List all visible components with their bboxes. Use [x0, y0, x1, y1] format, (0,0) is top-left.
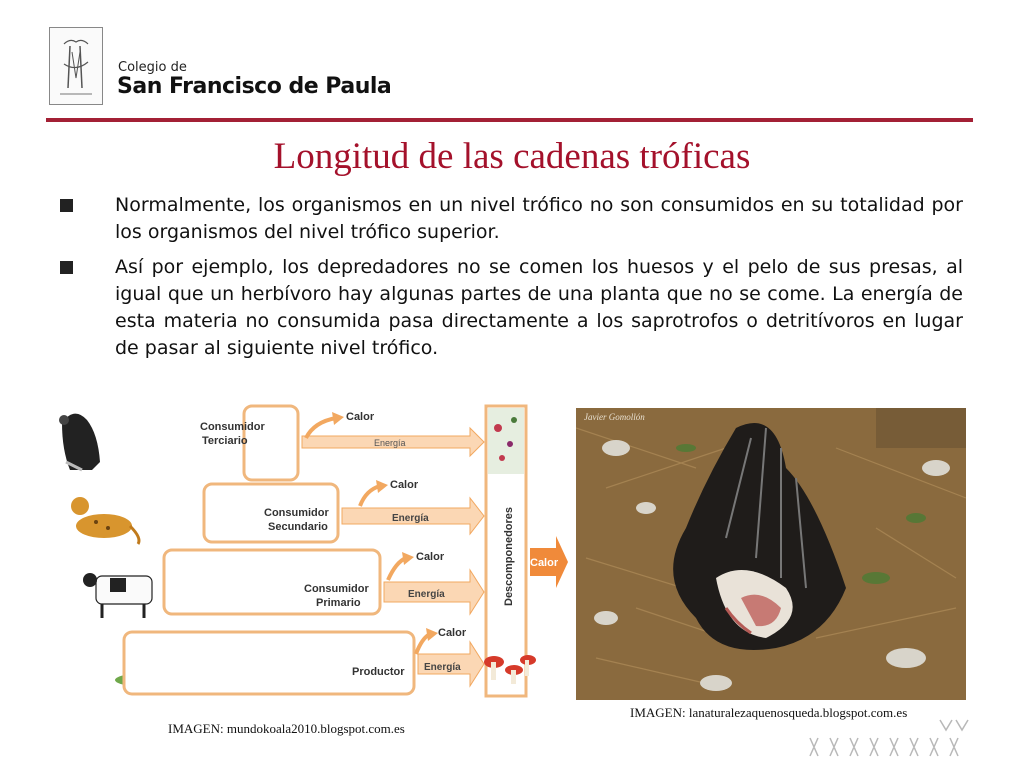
- level-box-tertiary: [244, 406, 298, 480]
- cow-icon: [83, 573, 152, 618]
- heat-arrow-icon: [306, 411, 375, 438]
- decomposers-image-icon: [488, 408, 524, 474]
- level-label: Consumidor: [200, 421, 265, 433]
- svg-text:Calor: Calor: [346, 411, 375, 423]
- level-label: Secundario: [268, 521, 328, 533]
- bullet-item: [60, 254, 963, 362]
- heat-arrow-icon: [388, 551, 445, 580]
- svg-text:Energía: Energía: [392, 513, 429, 524]
- svg-text:Calor: Calor: [530, 557, 559, 569]
- level-label: Terciario: [202, 435, 248, 447]
- energy-arrow-icon: [342, 498, 484, 534]
- heat-arrow-icon: [360, 479, 419, 506]
- school-name: San Francisco de Paula: [117, 74, 392, 99]
- bullet-list: [60, 192, 963, 370]
- svg-text:Calor: Calor: [416, 551, 445, 563]
- level-label: Consumidor: [264, 507, 329, 519]
- diagram-caption: IMAGEN: mundokoala2010.blogspot.com.es: [168, 721, 405, 736]
- svg-text:Energía: Energía: [374, 438, 406, 448]
- level-box-producer: [124, 632, 414, 694]
- svg-text:Energía: Energía: [408, 589, 445, 600]
- vulture-icon: [59, 414, 100, 470]
- school-name-prefix: Colegio de: [118, 60, 187, 75]
- energy-arrow-icon: [384, 570, 484, 614]
- level-label: Consumidor: [304, 583, 369, 595]
- svg-text:Energía: Energía: [424, 662, 461, 673]
- decorative-figures-icon: [790, 710, 980, 765]
- photo-watermark: Javier Gomollón: [584, 412, 645, 422]
- header-rule: [46, 118, 973, 122]
- dead-bird-photo: [576, 408, 966, 700]
- decomposers-label: Descomponedores: [503, 506, 515, 606]
- heat-arrow-icon: [530, 536, 568, 588]
- heat-arrow-icon: [416, 627, 467, 654]
- trophic-diagram: [52, 398, 572, 708]
- bullet-text: Normalmente, los organismos en un nivel trófico no son consumidos en su totalidad por los organismos del nivel trófico superior.: [115, 194, 963, 243]
- slide-title: Longitud de las cadenas tróficas: [273, 136, 751, 177]
- level-label: Productor: [352, 666, 405, 678]
- bullet-square-icon: [60, 261, 73, 274]
- bullet-text: Así por ejemplo, los depredadores no se comen los huesos y el pelo de sus presas, al igual que un herbívoro hay algunas partes de una planta que no se come. La energía de esta materia no consumida pasa directamente a los saprotrofos o detritívoros en lugar de pasar al siguiente nivel trófico.: [115, 256, 963, 359]
- energy-arrow-icon: [418, 642, 484, 686]
- svg-text:Calor: Calor: [390, 479, 419, 491]
- svg-text:Calor: Calor: [438, 627, 467, 639]
- school-logo: [49, 27, 103, 105]
- bullet-item: [60, 192, 963, 246]
- energy-arrow-icon: [302, 428, 484, 456]
- bullet-square-icon: [60, 199, 73, 212]
- level-label: Primario: [316, 597, 361, 609]
- photo-caption: IMAGEN: lanaturalezaquenosqueda.blogspot.com.es: [630, 705, 908, 720]
- jaguar-icon: [71, 497, 139, 544]
